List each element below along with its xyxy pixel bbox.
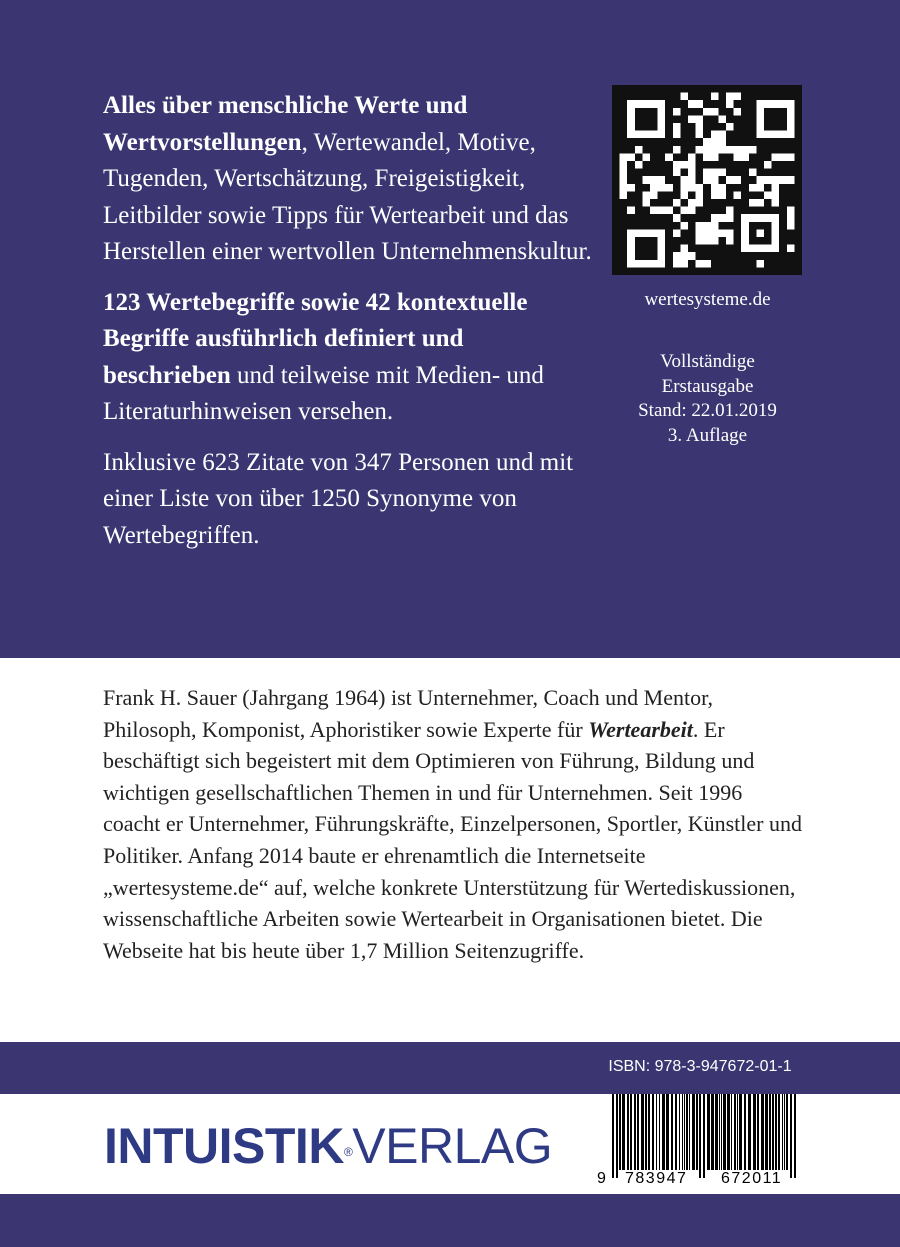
qr-code-graphic [612, 85, 802, 275]
edition-line-2: Erstausgabe [661, 375, 754, 397]
description-paragraph-1 [103, 88, 593, 271]
isbn-label: ISBN: 978-3-947672-01-1 [608, 1058, 792, 1075]
description-bold-2: 123 Wertebegriffe sowie 42 kontextuelle Begriffe ausführlich definiert und beschrieben [103, 288, 528, 389]
publisher-logo-rest: VERLAG [352, 1118, 553, 1174]
edition-line-3: Stand: 22.01.2019 [638, 400, 777, 421]
description-paragraph-2 [103, 285, 593, 431]
registered-mark: ® [343, 1145, 353, 1159]
barcode-digit-lead: 9 [597, 1170, 606, 1187]
bio-emphasis: Wertearbeit [588, 716, 693, 742]
author-bio [103, 682, 803, 966]
publisher-logo-bold: INTUISTIK [104, 1118, 344, 1174]
description-text-1: , Wertewandel, Motive, Tugenden, Wertschätzung, Freigeistigkeit, Leitbilder sowie Tipps für Wertearbeit und das Herstellen einer wertvollen Unternehmenskultur. [103, 128, 592, 265]
edition-info [600, 350, 815, 448]
bio-text-end: . Er beschäftigt sich begeistert mit dem Optimieren von Führung, Bildung und wichtigen gesellschaftlichen Themen in und für Unternehmen. Seit 1996 coacht er Unternehmer, Führungskräfte, Einzelpersonen, Sportler, Künstler und Politiker. Anfang 2014 baute er ehrenamtlich die Internetseite „wertesysteme.de“ auf, welche konkrete Unterstützung für Wertediskussionen, wissenschaftliche Arbeiten sowie Wertearbeit in Organisationen bietet. Die Webseite hat bis heute über 1,7 Million Seitenzugriffe. [103, 716, 802, 963]
barcode [596, 1094, 808, 1194]
footer-band [0, 1194, 900, 1247]
publisher-logo [104, 1118, 552, 1174]
description [103, 88, 593, 568]
barcode-digits-left: 783947 [625, 1170, 688, 1187]
qr-code-icon [612, 85, 802, 275]
description-text-2: und teilweise mit Medien- und Literaturhinweisen versehen. [103, 361, 544, 425]
website-label: wertesysteme.de [644, 289, 771, 310]
barcode-bars [596, 1094, 808, 1178]
edition-line-4: 3. Auflage [667, 424, 748, 446]
description-paragraph-3: Inklusive 623 Zitate von 347 Personen und mit einer Liste von über 1250 Synonyme von Wertebegriffen. [103, 448, 574, 549]
edition-line-1: Vollständige [660, 351, 755, 372]
description-bold-1: Alles über menschliche Werte und Wertvorstellungen [103, 92, 468, 156]
barcode-digits [596, 1170, 808, 1190]
bio-text-start: Frank H. Sauer (Jahrgang 1964) ist Unternehmer, Coach und Mentor, Philosoph, Komponist, Aphoristiker sowie Experte für [103, 685, 714, 742]
barcode-digits-right: 672011 [721, 1170, 783, 1187]
